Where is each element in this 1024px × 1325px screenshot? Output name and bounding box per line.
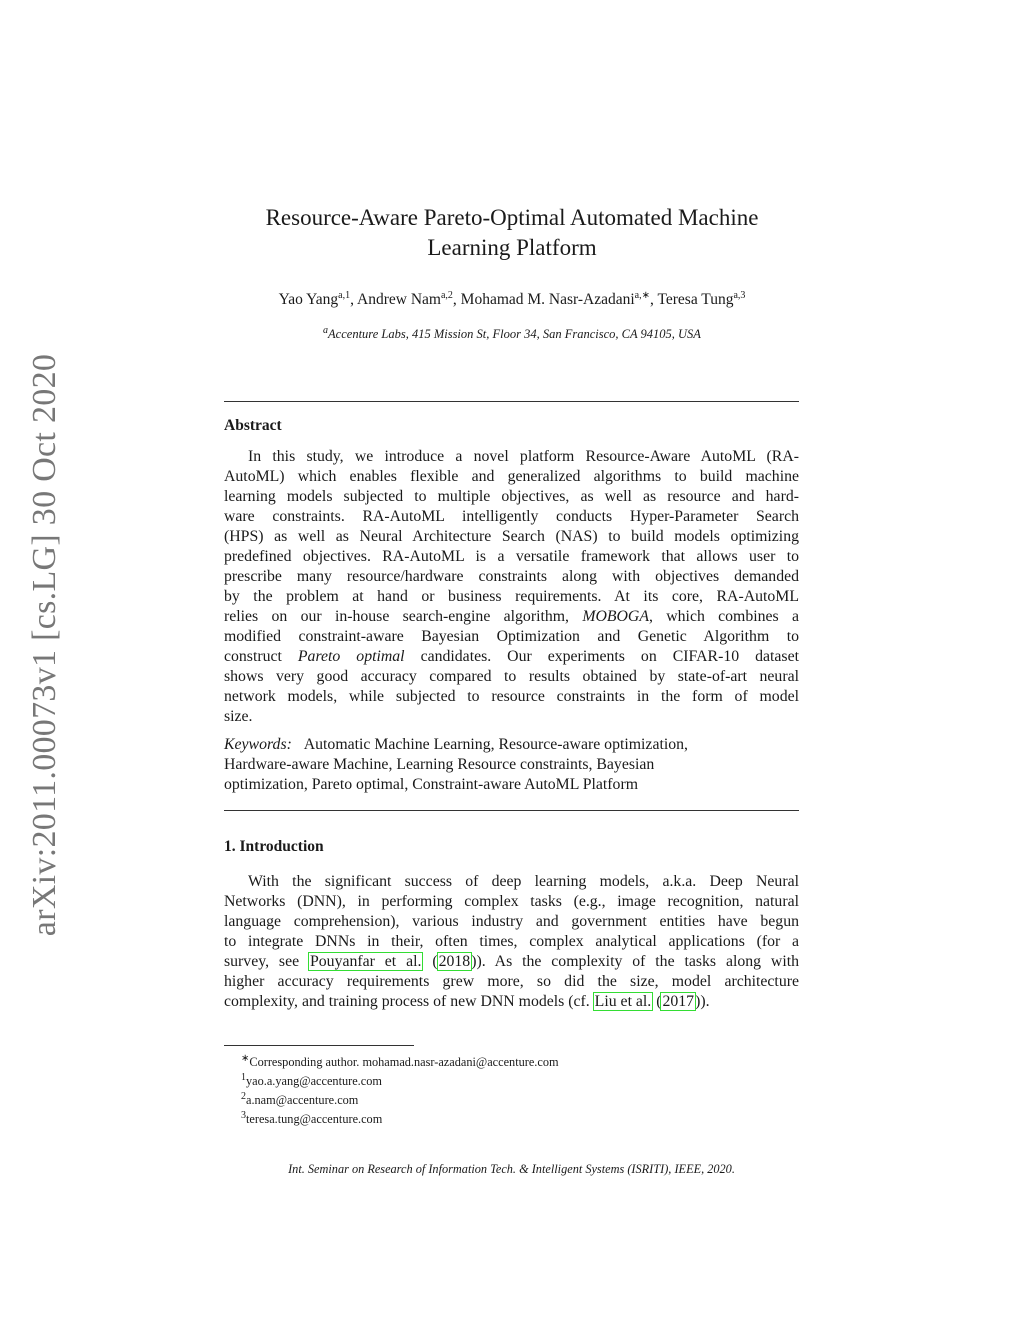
keywords-line: Hardware-aware Machine, Learning Resource constraints, Bayesian [224,756,655,773]
text-segment: , which combines a [649,608,799,625]
divider [224,401,799,402]
text-segment: survey, see [224,953,309,970]
text-segment: complexity, and training process of new DNN models (cf. [224,993,594,1010]
abstract-line: learning models subjected to multiple objectives, as well as resource and hard- [224,488,799,505]
arxiv-identifier-stamp: arXiv:2011.00073v1 [cs.LG] 30 Oct 2020 [26,353,63,937]
abstract-line: ware constraints. RA-AutoML intelligently conducts Hyper-Parameter Search [224,508,799,525]
author-affiliation-mark: a,∗ [634,290,650,301]
author-affiliation-mark: a,1 [338,290,351,301]
abstract-line: predefined objectives. RA-AutoML is a versatile framework that allows user to [224,548,799,565]
citation-link[interactable]: Pouyanfar et al. [309,953,422,970]
text-segment: relies on our in-house search-engine algorithm, [224,608,583,625]
footnote-mark: 3 [241,1110,246,1122]
author-name: Mohamad M. Nasr-Azadani [460,291,635,309]
abstract-line: size. [224,708,253,725]
footnote-text: yao.a.yang@accenture.com [246,1074,382,1089]
text-segment: ( [652,993,662,1010]
paper-title [0,203,1024,263]
introduction-line: With the significant success of deep learning models, a.k.a. Deep Neural [248,873,799,890]
citation-link[interactable]: 2017 [662,993,695,1010]
author-list: Yao Yang$^{a,1}$, Andrew Nam$^{a,2}$, Mohamad M. Nasr-Azadani$^{a,∗}$, Teresa Tung$^{a,3}$ [278,290,746,309]
author-name: Andrew Nam [357,291,441,309]
affiliation-text: Accenture Labs, 415 Mission St, Floor 34, San Francisco, CA 94105, USA [328,327,701,342]
keywords [224,735,799,795]
author-name: Teresa Tung [657,291,734,309]
abstract-line [224,647,799,667]
text-segment: )). As the complexity of the tasks along with [471,953,800,970]
author-affiliation-mark: a,3 [733,290,746,301]
author-affiliation-mark: a,2 [440,290,453,301]
divider [224,810,799,811]
citation-link[interactable]: Liu et al. [594,993,652,1010]
text-segment: MOBOGA [582,608,649,625]
text-segment: )). [695,993,710,1010]
text-segment: ( [422,953,438,970]
keywords-line: Automatic Machine Learning, Resource-aware optimization, [303,736,688,753]
footnote [241,1108,559,1127]
title-line: Resource-Aware Pareto-Optimal Automated Machine [265,205,759,230]
abstract-line: shows very good accuracy compared to results obtained by state-of-art neural [224,668,799,685]
abstract-line: In this study, we introduce a novel platform Resource-Aware AutoML (RA- [248,448,799,465]
footnote [241,1089,559,1108]
author-name: Yao Yang [278,291,339,309]
abstract-line: modified constraint-aware Bayesian Optimization and Genetic Algorithm to [224,628,799,645]
abstract-line: by the problem at hand or business requirements. At its core, RA-AutoML [224,588,799,605]
footnote [241,1051,559,1070]
text-segment: candidates. Our experiments on CIFAR-10 dataset [404,648,799,665]
introduction-line [224,992,799,1012]
title-line: Learning Platform [427,235,597,260]
footnote-mark: ∗ [241,1053,250,1064]
abstract-line: network models, while subjected to resource constraints in the form of model [224,688,799,705]
citation-link[interactable]: 2018 [438,953,471,970]
footnotes [241,1051,559,1127]
affiliation-mark: a [323,325,329,336]
footnote-divider [224,1045,414,1046]
introduction-line: language comprehension), various industry and government entities have begun [224,913,799,930]
abstract-heading: Abstract [224,417,282,434]
footnote [241,1070,559,1089]
keywords-line: optimization, Pareto optimal, Constraint-aware AutoML Platform [224,776,639,793]
abstract-line: (HPS) as well as Neural Architecture Search (NAS) to build models optimizing [224,528,799,545]
footnote-mark: 1 [241,1072,246,1084]
text-segment: construct [224,648,298,665]
footnote-text: Corresponding author. mohamad.nasr-azadani@accenture.com [249,1055,559,1070]
introduction-body [224,872,799,1012]
section-heading-introduction: 1. Introduction [224,838,324,855]
introduction-line: Networks (DNN), in performing complex tasks (e.g., image recognition, natural [224,893,799,910]
introduction-line: higher accuracy requirements grew more, so did the size, model architecture [224,973,799,990]
introduction-line: to integrate DNNs in their, often times, complex analytical applications (for a [224,933,799,950]
venue-footer: Int. Seminar on Research of Information Tech. & Intelligent Systems (ISRITI), IEEE, 2020. [288,1162,735,1176]
keywords-label: Keywords: [224,736,292,753]
text-segment: Pareto optimal [297,648,405,665]
affiliation [0,325,1024,342]
footnote-text: a.nam@accenture.com [246,1093,359,1108]
abstract-line [224,607,799,627]
introduction-line [224,952,799,972]
footnote-mark: 2 [241,1091,246,1103]
abstract-line: prescribe many resource/hardware constraints along with objectives demanded [224,568,799,585]
footnote-text: teresa.tung@accenture.com [246,1112,383,1127]
abstract-line: AutoML) which enables flexible and generalized algorithms to build machine [224,468,799,485]
abstract-body [224,447,799,727]
